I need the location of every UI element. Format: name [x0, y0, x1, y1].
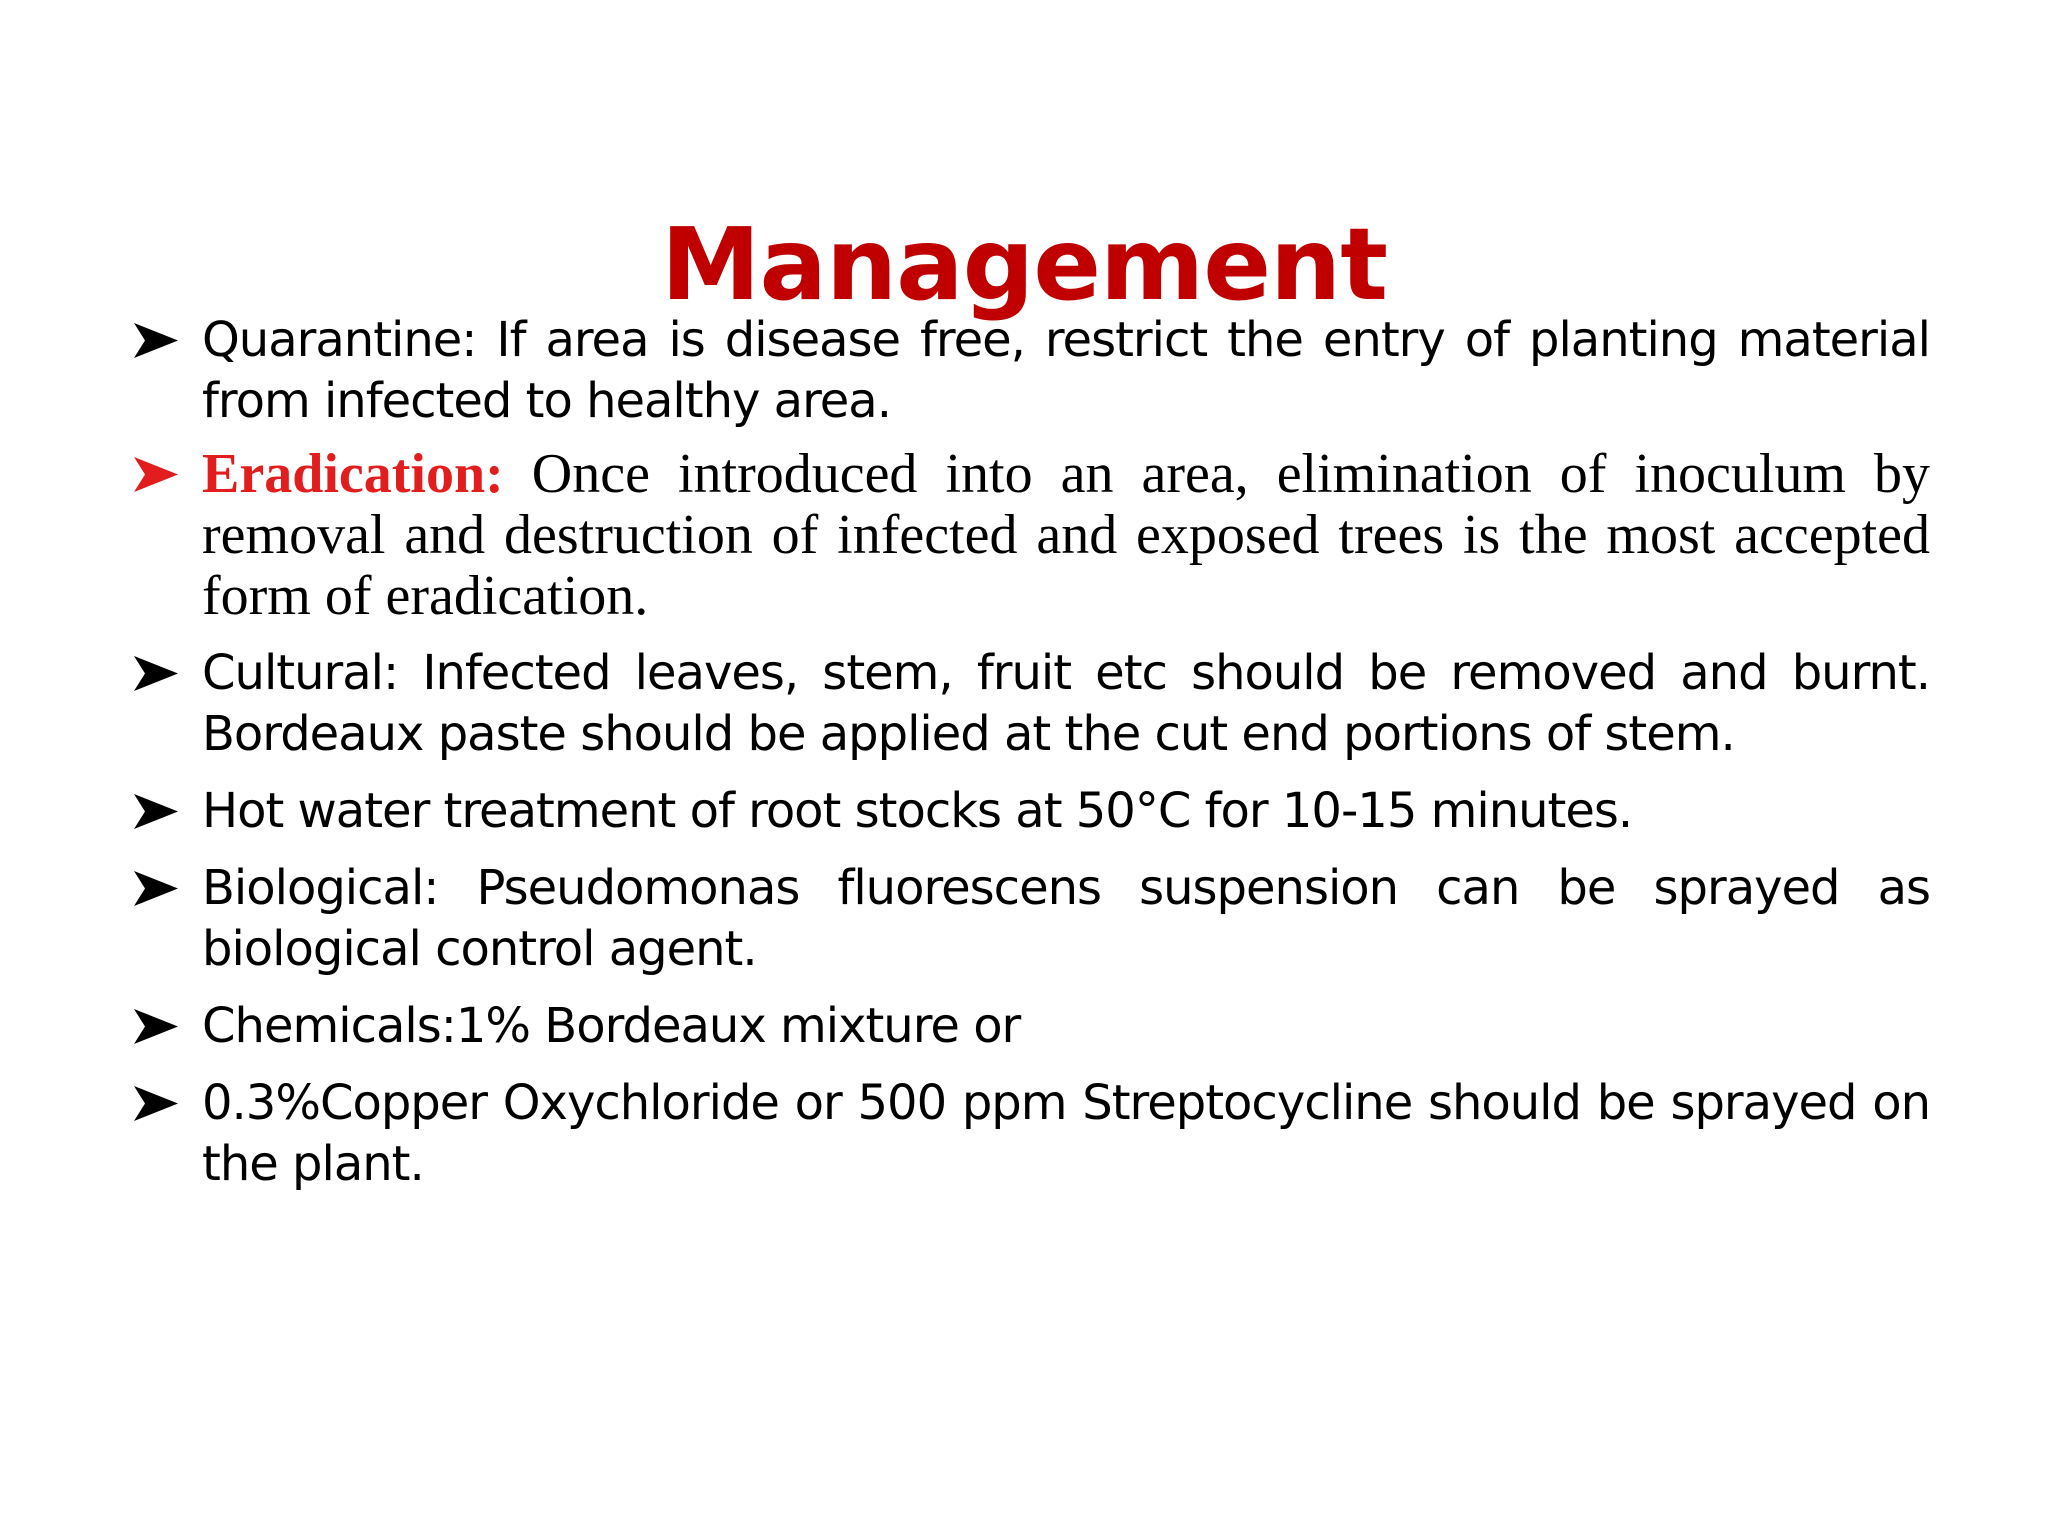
- list-item-biological: [120, 858, 1930, 980]
- list-item-text: Hot water treatment of root stocks at 50°C for 10-15 minutes.: [202, 783, 1633, 839]
- arrowhead-bullet-icon: [128, 643, 184, 704]
- list-item-cultural: [120, 643, 1930, 765]
- arrowhead-bullet-icon: [128, 781, 184, 842]
- slide-title: Management: [660, 206, 1388, 323]
- list-item-text: Quarantine: If area is disease free, restrict the entry of planting material from infected to healthy area.: [202, 312, 1930, 429]
- list-item-label: Eradication:: [202, 443, 504, 505]
- list-item-text: Biological: Pseudomonas fluorescens suspension can be sprayed as biological control agent.: [202, 860, 1930, 977]
- arrowhead-bullet-icon: [128, 996, 184, 1057]
- arrowhead-bullet-icon: [128, 310, 184, 371]
- list-item-hot-water: [120, 781, 1930, 842]
- list-item-copper-oxychloride: [120, 1073, 1930, 1195]
- arrowhead-bullet-icon: [128, 858, 184, 919]
- list-item-chemicals: [120, 996, 1930, 1057]
- list-item-text: Cultural: Infected leaves, stem, fruit etc should be removed and burnt. Bordeaux paste should be applied at the cut end portions of stem.: [202, 645, 1930, 762]
- arrowhead-bullet-icon: [128, 444, 184, 505]
- list-item-quarantine: [120, 310, 1930, 432]
- list-item-text: Chemicals:1% Bordeaux mixture or: [202, 998, 1021, 1054]
- arrowhead-bullet-icon: [128, 1073, 184, 1134]
- list-item-text: 0.3%Copper Oxychloride or 500 ppm Streptocycline should be sprayed on the plant.: [202, 1075, 1930, 1192]
- list-item-eradication: [120, 444, 1930, 627]
- list-item-text: Once introduced into an area, elimination of inoculum by removal and destruction of infected and exposed trees is the most accepted form of eradication.: [202, 443, 1930, 627]
- management-list: [120, 310, 1930, 1195]
